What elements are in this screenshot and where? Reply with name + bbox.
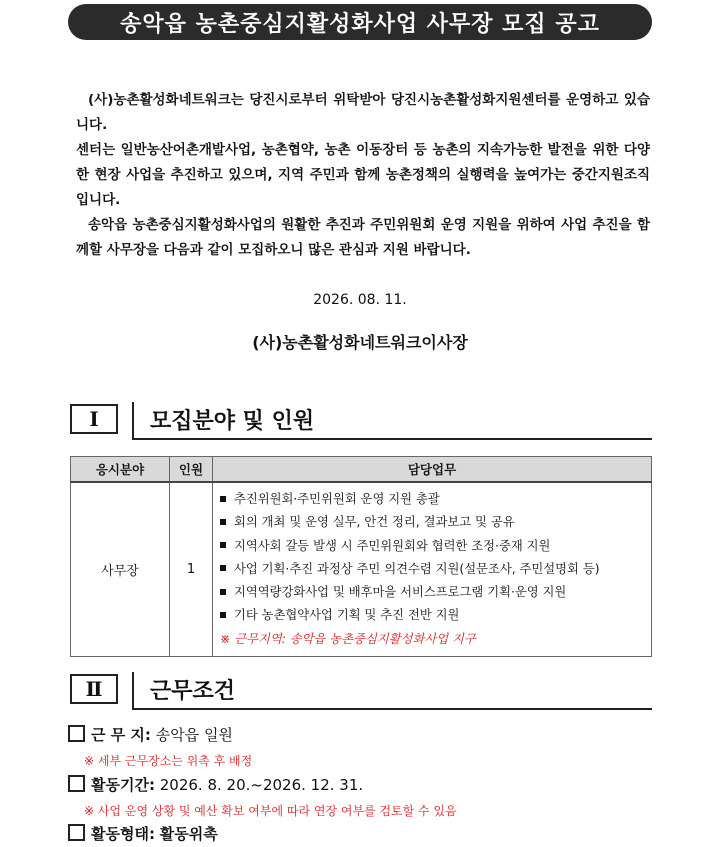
section-underline <box>134 708 652 710</box>
list-item <box>220 511 646 534</box>
header-field: 응시분야 <box>71 457 170 483</box>
square-bullet-icon <box>220 496 226 502</box>
square-bullet-icon <box>220 542 226 548</box>
duty-text: 기타 농촌협약사업 기획 및 추진 전반 지원 <box>234 608 460 623</box>
intro-paragraph-2: 센터는 일반농산어촌개발사업, 농촌협약, 농촌 이동장터 등 농촌의 지속가능한 발전을 위한 다양한 현장 사업을 추진하고 있으며, 지역 주민과 함께 농촌정책의 실행력을 높여가는 중간지원조직입니다. <box>76 142 650 208</box>
section-divider <box>132 672 134 710</box>
duty-text: 사업 기획·추진 과정상 주민 의견수렴 지원(설문조사, 주민설명회 등) <box>234 561 600 576</box>
square-bullet-icon <box>220 565 226 571</box>
checkbox-square-icon <box>68 824 85 841</box>
period-value: 2026. 8. 20.~2026. 12. 31. <box>159 776 364 794</box>
location-note: ※ 세부 근무장소는 위촉 후 배정 <box>84 754 253 768</box>
intro-text <box>76 88 650 263</box>
work-location-item <box>68 724 233 745</box>
square-bullet-icon <box>220 612 226 618</box>
location-value: 송악읍 일원 <box>155 726 233 744</box>
table-header-row <box>71 457 652 483</box>
work-area-note: ※ 근무지역: 송악읍 농촌중심지활성화사업 지구 <box>220 631 476 646</box>
table-row <box>71 482 652 657</box>
section-1-title: 모집분야 및 인원 <box>150 409 315 434</box>
section-2-title: 근무조건 <box>150 679 236 704</box>
checkbox-square-icon <box>68 775 85 792</box>
list-item <box>220 581 646 604</box>
list-item <box>220 604 646 627</box>
recruitment-table <box>70 456 652 657</box>
duty-list <box>214 484 650 655</box>
duty-text: 지역역량강화사업 및 배후마을 서비스프로그램 기획·운영 지원 <box>234 585 567 600</box>
section-2-number: Ⅱ <box>70 674 118 704</box>
type-label: 활동형태: <box>91 825 155 843</box>
header-count: 인원 <box>170 457 213 483</box>
intro-paragraph-1: (사)농촌활성화네트워크는 당진시로부터 위탁받아 당진시농촌활성화지원센터를 운영하고 있습니다. <box>76 92 650 133</box>
type-value: 활동위촉 <box>159 825 218 843</box>
announcement-date: 2026. 08. 11. <box>313 292 407 308</box>
square-bullet-icon <box>220 519 226 525</box>
count-cell: 1 <box>170 482 213 657</box>
section-2-heading <box>70 672 652 712</box>
field-cell: 사무장 <box>71 482 170 657</box>
duties-cell <box>213 482 652 657</box>
issuer-name: (사)농촌활성화네트워크이사장 <box>252 333 468 352</box>
activity-period-item <box>68 774 363 795</box>
section-divider <box>132 402 134 440</box>
period-label: 활동기간: <box>91 776 155 794</box>
section-underline <box>134 438 652 440</box>
activity-type-item <box>68 823 218 844</box>
list-item <box>220 558 646 581</box>
checkbox-square-icon <box>68 725 85 742</box>
square-bullet-icon <box>220 589 226 595</box>
header-duties: 담당업무 <box>213 457 652 483</box>
intro-paragraph-3: 송악읍 농촌중심지활성화사업의 원활한 추진과 주민위원회 운영 지원을 위하여 사업 추진을 함께할 사무장을 다음과 같이 모집하오니 많은 관심과 지원 바랍니다. <box>76 217 650 258</box>
duty-text: 추진위원회·주민위원회 운영 지원 총괄 <box>234 492 440 506</box>
duty-text: 회의 개최 및 운영 실무, 안건 정리, 결과보고 및 공유 <box>234 515 515 530</box>
list-item <box>220 488 646 511</box>
page-title: 송악읍 농촌중심지활성화사업 사무장 모집 공고 <box>68 4 652 40</box>
section-1-heading <box>70 402 652 442</box>
section-1-number: Ⅰ <box>70 404 118 434</box>
duty-text: 지역사회 갈등 발생 시 주민위원회와 협력한 조정·중재 지원 <box>234 538 551 553</box>
period-note: ※ 사업 운영 상황 및 예산 확보 여부에 따라 연장 여부를 검토할 수 있음 <box>84 804 457 818</box>
location-label: 근 무 지: <box>91 726 151 744</box>
list-item <box>220 535 646 558</box>
